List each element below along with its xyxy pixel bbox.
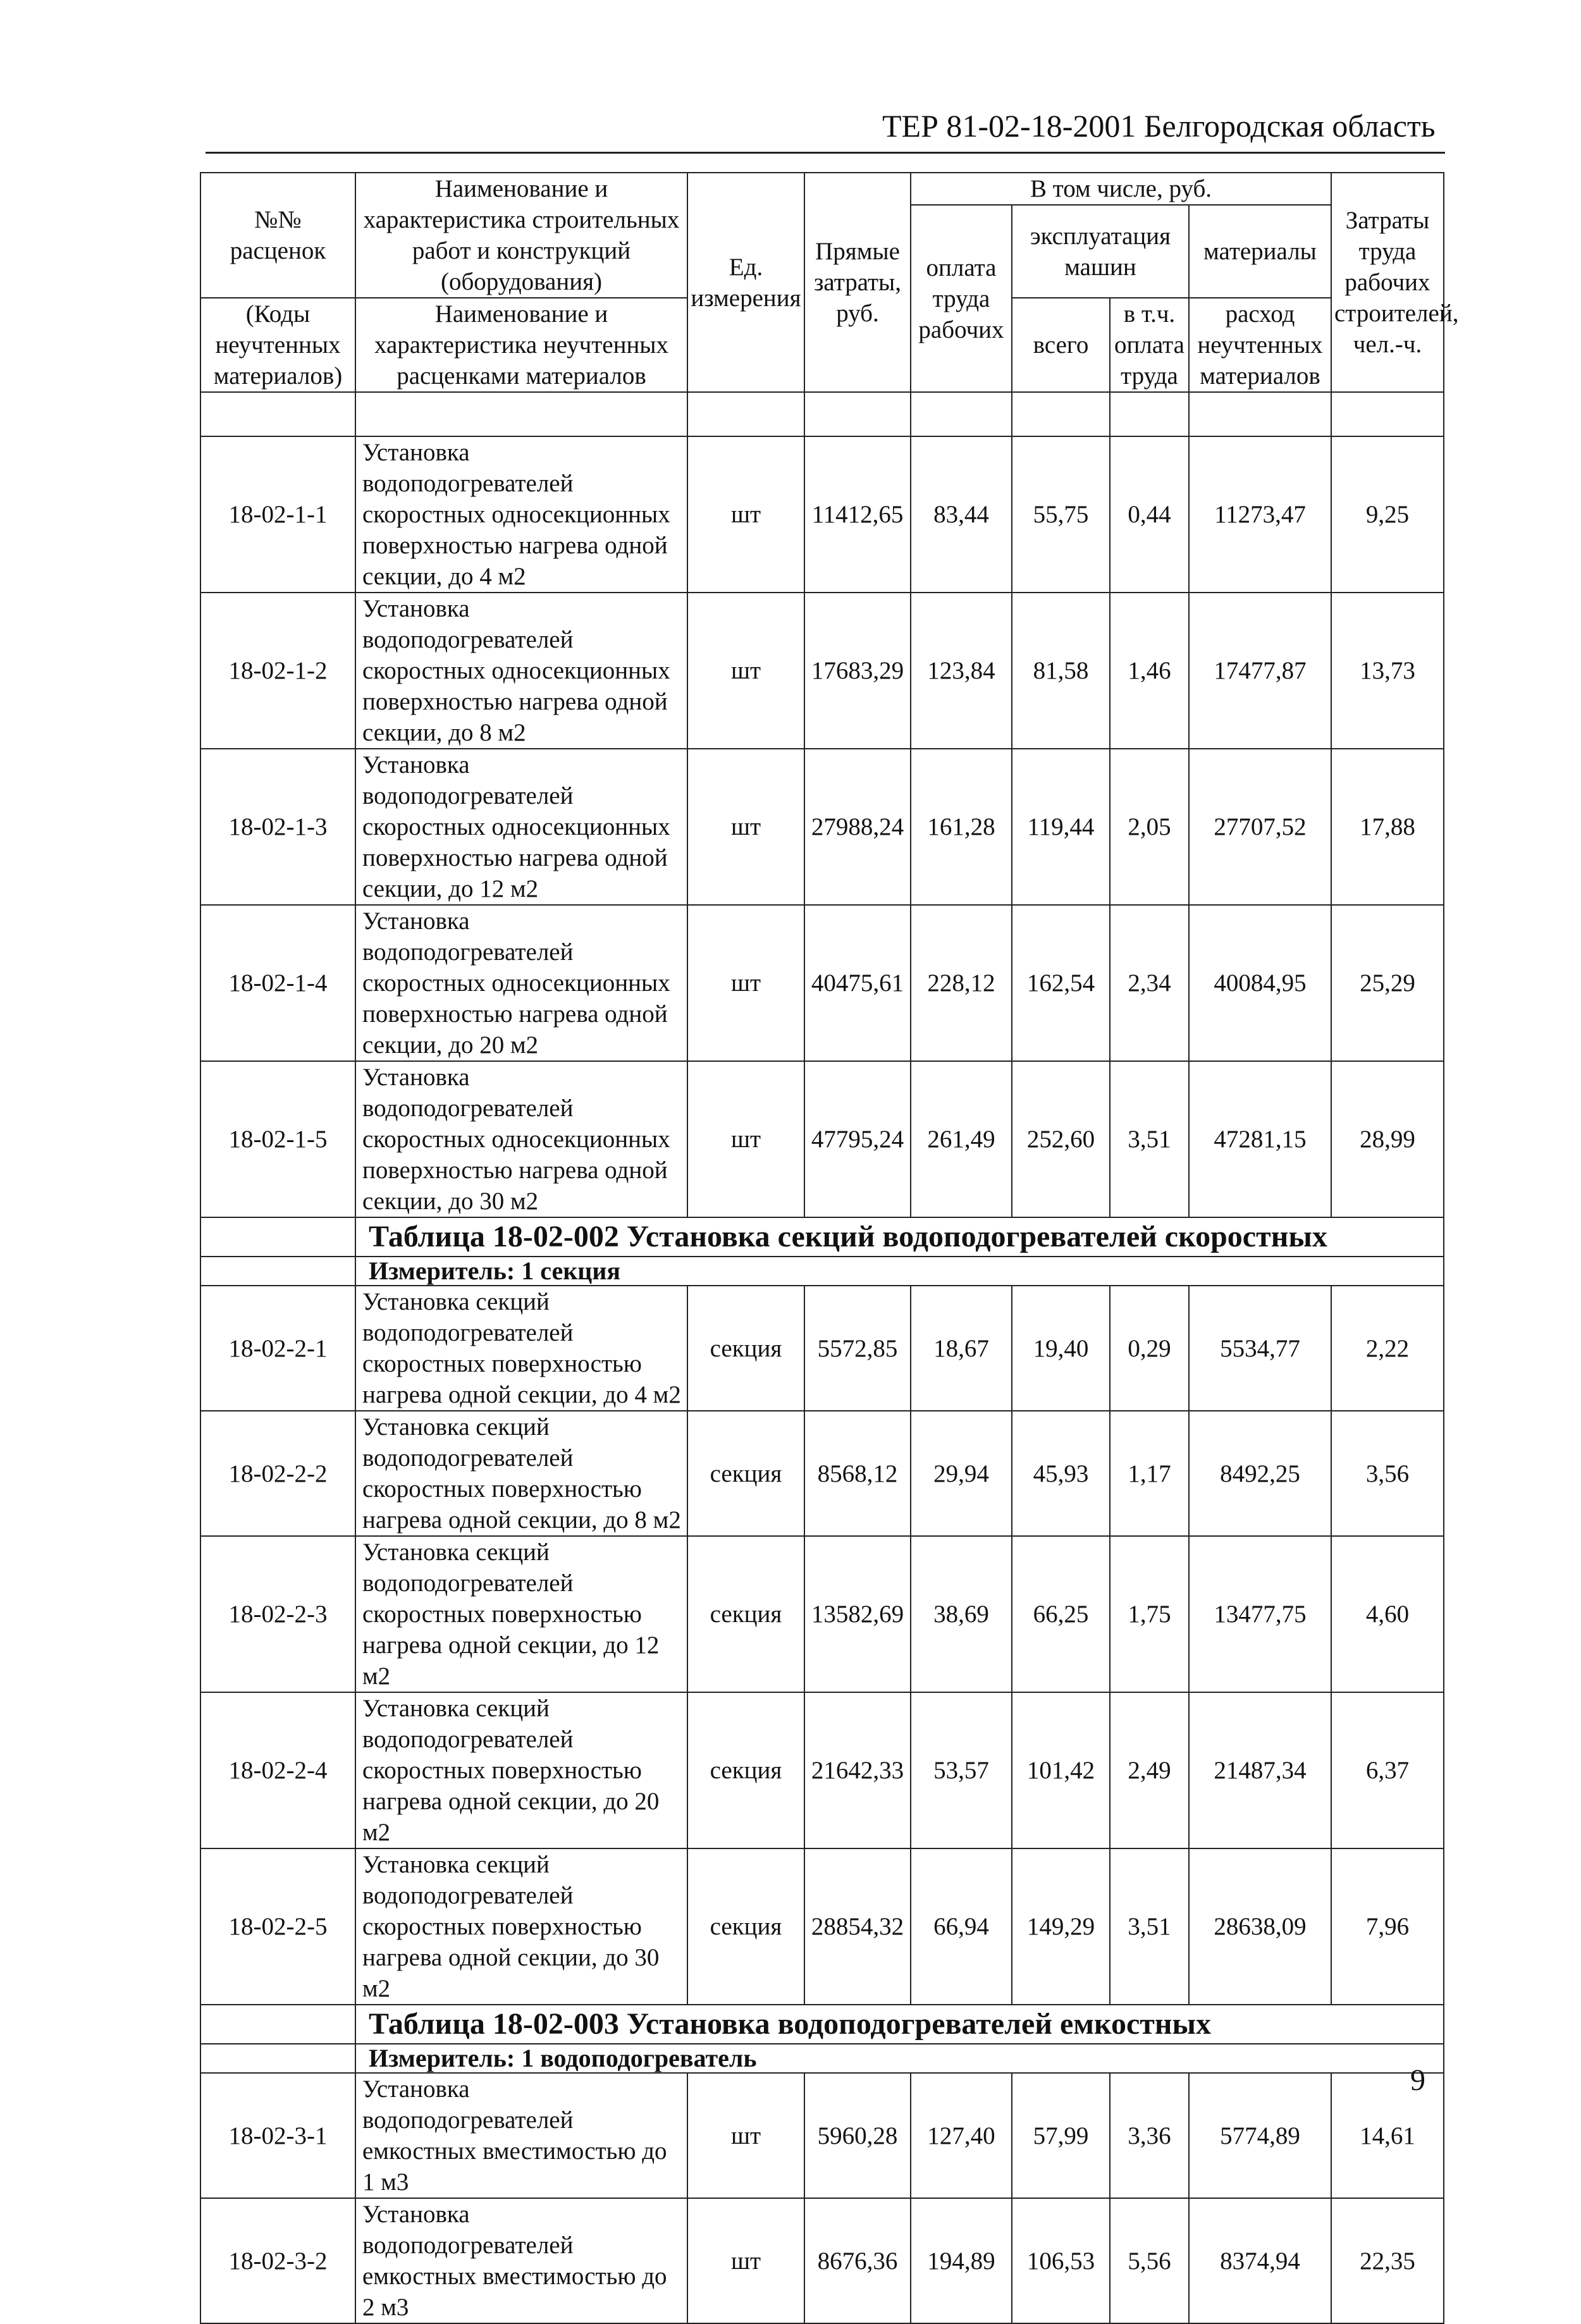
rate-wages: 161,28	[911, 749, 1012, 905]
rate-unit: секция	[687, 1411, 804, 1536]
rate-code: 18-02-1-1	[200, 436, 355, 593]
table-measure-row	[200, 2044, 1444, 2073]
header-labor: Затраты труда рабочих строителей, чел.-ч.	[1331, 173, 1444, 392]
header-unaccounted: расход неучтенных материалов	[1189, 298, 1331, 392]
table-row	[200, 1536, 1444, 1692]
rate-machines: 66,25	[1012, 1536, 1110, 1692]
table-row	[200, 1286, 1444, 1411]
rate-name: Установка водоподогревателей скоростных односекционных поверхностью нагрева одной секции, до 20 м2	[355, 905, 687, 1061]
rate-materials: 5534,77	[1189, 1286, 1331, 1411]
rate-code: 18-02-2-1	[200, 1286, 355, 1411]
rate-materials: 28638,09	[1189, 1848, 1331, 2005]
rate-code: 18-02-1-4	[200, 905, 355, 1061]
rate-direct: 28854,32	[804, 1848, 911, 2005]
rate-machine-wages: 1,17	[1110, 1411, 1189, 1536]
rate-machines: 101,42	[1012, 1692, 1110, 1848]
rate-unit: секция	[687, 1286, 804, 1411]
rate-direct: 17683,29	[804, 593, 911, 749]
rate-labor: 28,99	[1331, 1061, 1444, 1217]
header-name: Наименование и характеристика строительных работ и конструкций (оборудования)	[355, 173, 687, 298]
rate-name: Установка водоподогревателей скоростных односекционных поверхностью нагрева одной секции, до 8 м2	[355, 593, 687, 749]
rate-labor: 14,61	[1331, 2073, 1444, 2198]
rate-machines: 45,93	[1012, 1411, 1110, 1536]
header-name-sub: Наименование и характеристика неучтенных расценками материалов	[355, 298, 687, 392]
rate-wages: 261,49	[911, 1061, 1012, 1217]
rate-unit: секция	[687, 1536, 804, 1692]
rate-unit: шт	[687, 593, 804, 749]
document-header: ТЕР 81-02-18-2001 Белгородская область	[882, 108, 1436, 144]
rate-name: Установка водоподогревателей скоростных односекционных поверхностью нагрева одной секции, до 30 м2	[355, 1061, 687, 1217]
rate-direct: 11412,65	[804, 436, 911, 593]
header-divider	[206, 152, 1445, 154]
rate-labor: 2,22	[1331, 1286, 1444, 1411]
rate-wages: 123,84	[911, 593, 1012, 749]
rate-code: 18-02-2-4	[200, 1692, 355, 1848]
rate-direct: 5572,85	[804, 1286, 911, 1411]
rate-name: Установка секций водоподогревателей скоростных поверхностью нагрева одной секции, до 20 м2	[355, 1692, 687, 1848]
rate-direct: 13582,69	[804, 1536, 911, 1692]
table-section-title-row	[200, 1217, 1444, 1257]
table-header-row	[200, 173, 1444, 205]
rate-labor: 25,29	[1331, 905, 1444, 1061]
rate-machine-wages: 3,36	[1110, 2073, 1189, 2198]
rate-code: 18-02-2-5	[200, 1848, 355, 2005]
table-measure-row	[200, 1257, 1444, 1286]
rate-direct: 40475,61	[804, 905, 911, 1061]
rate-machines: 81,58	[1012, 593, 1110, 749]
header-unit: Ед. измерения	[687, 173, 804, 392]
header-materials: материалы	[1189, 205, 1331, 298]
rates-table	[200, 172, 1459, 2324]
header-total: всего	[1012, 298, 1110, 392]
rate-machines: 19,40	[1012, 1286, 1110, 1411]
table-row	[200, 749, 1444, 905]
header-wages: оплата труда рабочих	[911, 205, 1012, 392]
rate-machines: 252,60	[1012, 1061, 1110, 1217]
header-machines: эксплуатация машин	[1012, 205, 1189, 298]
rate-code: 18-02-1-3	[200, 749, 355, 905]
rate-machine-wages: 1,75	[1110, 1536, 1189, 1692]
rate-labor: 3,56	[1331, 1411, 1444, 1536]
header-code: №№ расценок	[200, 173, 355, 298]
table-row	[200, 1061, 1444, 1217]
table-measure: Измеритель: 1 водоподогреватель	[355, 2044, 1444, 2073]
rate-materials: 40084,95	[1189, 905, 1331, 1061]
rate-wages: 18,67	[911, 1286, 1012, 1411]
rate-unit: шт	[687, 2073, 804, 2198]
rate-machine-wages: 0,44	[1110, 436, 1189, 593]
rate-name: Установка секций водоподогревателей скоростных поверхностью нагрева одной секции, до 12 м2	[355, 1536, 687, 1692]
rate-machine-wages: 2,49	[1110, 1692, 1189, 1848]
table-row	[200, 2073, 1444, 2198]
rate-code: 18-02-3-2	[200, 2198, 355, 2323]
rate-wages: 228,12	[911, 905, 1012, 1061]
rate-wages: 66,94	[911, 1848, 1012, 2005]
rate-machines: 162,54	[1012, 905, 1110, 1061]
rate-machines: 57,99	[1012, 2073, 1110, 2198]
table-row	[200, 1692, 1444, 1848]
rate-name: Установка водоподогревателей емкостных вместимостью до 1 м3	[355, 2073, 687, 2198]
rate-labor: 4,60	[1331, 1536, 1444, 1692]
rate-labor: 7,96	[1331, 1848, 1444, 2005]
rate-unit: шт	[687, 1061, 804, 1217]
header-incl-wages: в т.ч. оплата труда	[1110, 298, 1189, 392]
rate-wages: 127,40	[911, 2073, 1012, 2198]
header-direct: Прямые затраты, руб.	[804, 173, 911, 392]
table-section-title: Таблица 18-02-002 Установка секций водоподогревателей скоростных	[355, 1217, 1444, 1257]
rate-materials: 21487,34	[1189, 1692, 1331, 1848]
rate-unit: шт	[687, 749, 804, 905]
header-including: В том числе, руб.	[911, 173, 1331, 205]
rate-direct: 5960,28	[804, 2073, 911, 2198]
table-row	[200, 1411, 1444, 1536]
rate-machine-wages: 5,56	[1110, 2198, 1189, 2323]
rate-machine-wages: 0,29	[1110, 1286, 1189, 1411]
rate-name: Установка водоподогревателей скоростных односекционных поверхностью нагрева одной секции, до 12 м2	[355, 749, 687, 905]
table-row	[200, 436, 1444, 593]
rate-wages: 53,57	[911, 1692, 1012, 1848]
rate-materials: 5774,89	[1189, 2073, 1331, 2198]
rate-materials: 8492,25	[1189, 1411, 1331, 1536]
rate-direct: 8568,12	[804, 1411, 911, 1536]
table-section-title-row	[200, 2005, 1444, 2044]
header-code-sub: (Коды неучтенных материалов)	[200, 298, 355, 392]
rate-code: 18-02-2-2	[200, 1411, 355, 1536]
rate-code: 18-02-1-2	[200, 593, 355, 749]
rate-code: 18-02-3-1	[200, 2073, 355, 2198]
rate-materials: 47281,15	[1189, 1061, 1331, 1217]
rate-materials: 11273,47	[1189, 436, 1331, 593]
rate-machine-wages: 3,51	[1110, 1848, 1189, 2005]
table-row	[200, 1848, 1444, 2005]
rate-machine-wages: 2,34	[1110, 905, 1189, 1061]
rate-machine-wages: 2,05	[1110, 749, 1189, 905]
rate-direct: 47795,24	[804, 1061, 911, 1217]
rate-code: 18-02-2-3	[200, 1536, 355, 1692]
rate-labor: 13,73	[1331, 593, 1444, 749]
page-number: 9	[1410, 2063, 1425, 2097]
rate-direct: 27988,24	[804, 749, 911, 905]
table-row	[200, 2198, 1444, 2323]
rate-materials: 8374,94	[1189, 2198, 1331, 2323]
rate-name: Установка секций водоподогревателей скоростных поверхностью нагрева одной секции, до 4 м2	[355, 1286, 687, 1411]
table-measure: Измеритель: 1 секция	[355, 1257, 1444, 1286]
rate-wages: 83,44	[911, 436, 1012, 593]
rate-unit: шт	[687, 2198, 804, 2323]
rate-materials: 27707,52	[1189, 749, 1331, 905]
rate-machine-wages: 1,46	[1110, 593, 1189, 749]
rate-direct: 21642,33	[804, 1692, 911, 1848]
rate-machines: 149,29	[1012, 1848, 1110, 2005]
rate-name: Установка секций водоподогревателей скоростных поверхностью нагрева одной секции, до 8 м2	[355, 1411, 687, 1536]
rate-labor: 9,25	[1331, 436, 1444, 593]
rate-unit: шт	[687, 905, 804, 1061]
rate-materials: 17477,87	[1189, 593, 1331, 749]
rate-unit: секция	[687, 1848, 804, 2005]
rate-machines: 106,53	[1012, 2198, 1110, 2323]
header-spacer-row	[200, 392, 1444, 436]
rate-unit: шт	[687, 436, 804, 593]
rate-labor: 6,37	[1331, 1692, 1444, 1848]
rate-labor: 22,35	[1331, 2198, 1444, 2323]
rate-materials: 13477,75	[1189, 1536, 1331, 1692]
table-section-title: Таблица 18-02-003 Установка водоподогревателей емкостных	[355, 2005, 1444, 2044]
rate-wages: 194,89	[911, 2198, 1012, 2323]
rate-machines: 119,44	[1012, 749, 1110, 905]
rate-unit: секция	[687, 1692, 804, 1848]
rate-machines: 55,75	[1012, 436, 1110, 593]
rate-wages: 38,69	[911, 1536, 1012, 1692]
table-row	[200, 593, 1444, 749]
rate-wages: 29,94	[911, 1411, 1012, 1536]
rate-name: Установка водоподогревателей скоростных односекционных поверхностью нагрева одной секции, до 4 м2	[355, 436, 687, 593]
rate-labor: 17,88	[1331, 749, 1444, 905]
rate-direct: 8676,36	[804, 2198, 911, 2323]
rate-name: Установка секций водоподогревателей скоростных поверхностью нагрева одной секции, до 30 м2	[355, 1848, 687, 2005]
rate-machine-wages: 3,51	[1110, 1061, 1189, 1217]
rate-name: Установка водоподогревателей емкостных вместимостью до 2 м3	[355, 2198, 687, 2323]
table-row	[200, 905, 1444, 1061]
rate-code: 18-02-1-5	[200, 1061, 355, 1217]
